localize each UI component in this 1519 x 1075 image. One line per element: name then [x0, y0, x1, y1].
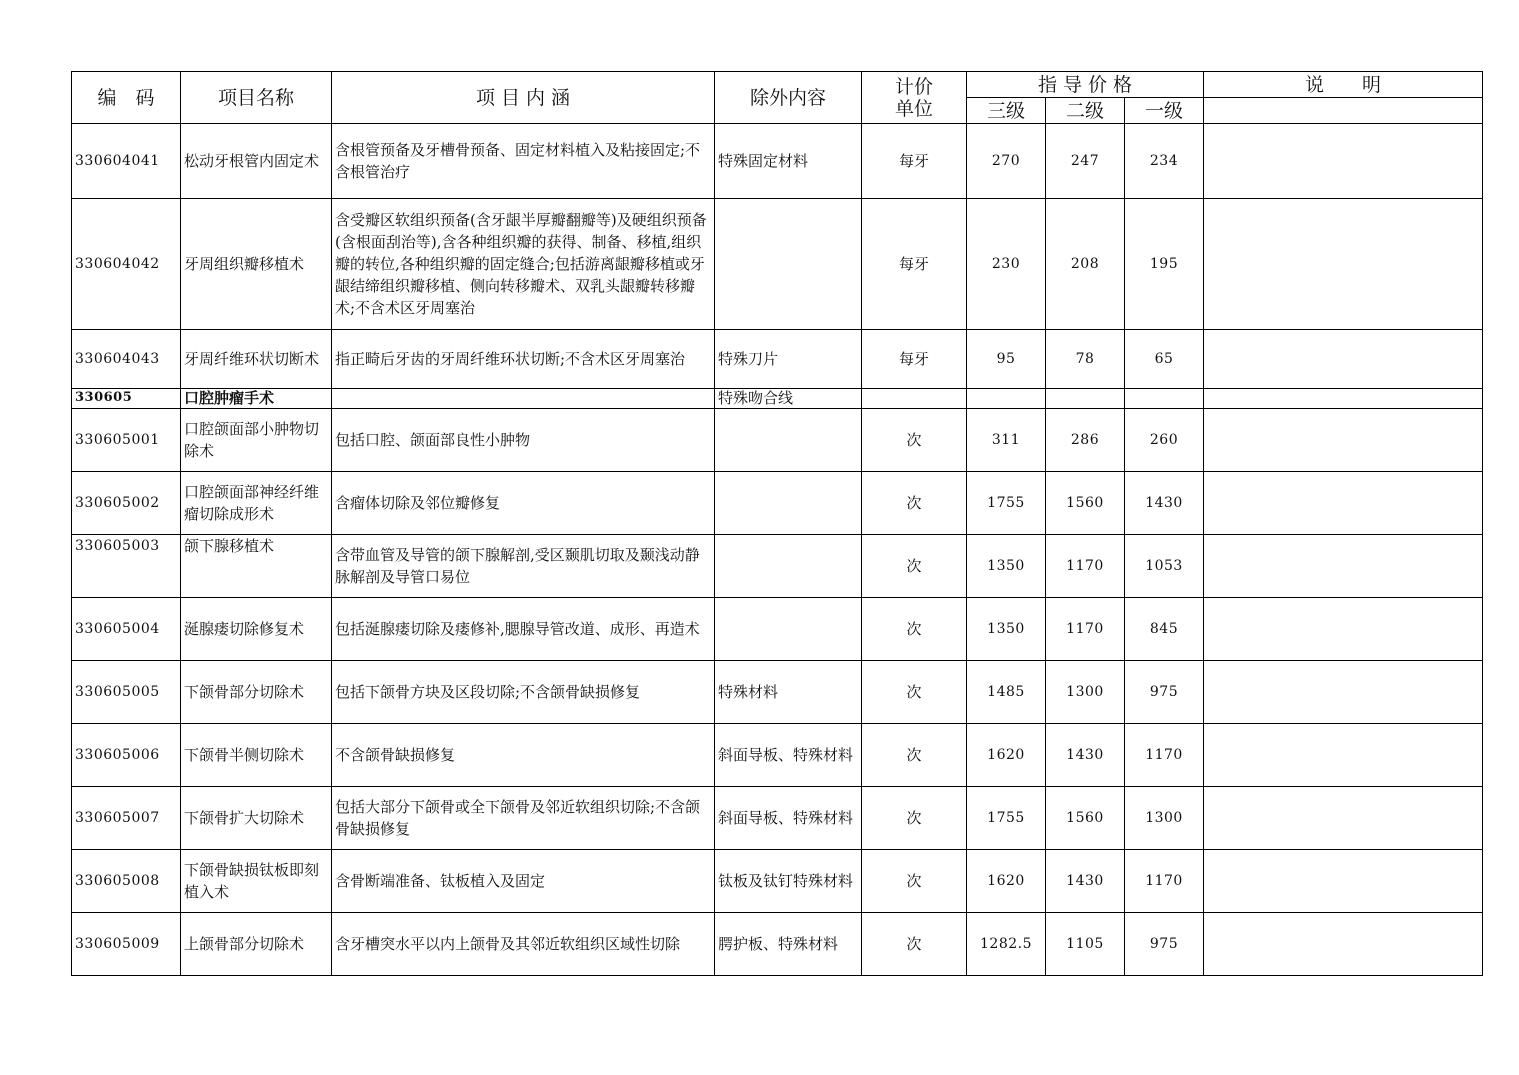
note-cell	[1204, 330, 1483, 389]
header-code: 编 码	[72, 72, 181, 124]
unit-cell: 每牙	[862, 199, 967, 330]
code-cell: 330605002	[72, 472, 181, 535]
unit-cell: 每牙	[862, 124, 967, 199]
header-note-blank	[1204, 98, 1483, 124]
exclusion-cell: 斜面导板、特殊材料	[715, 787, 862, 850]
name-cell: 松动牙根管内固定术	[181, 124, 332, 199]
price-level1-cell: 1170	[1125, 850, 1204, 913]
note-cell	[1204, 787, 1483, 850]
table-row	[72, 724, 1483, 787]
note-cell	[1204, 389, 1483, 409]
note-cell	[1204, 913, 1483, 976]
table-row	[72, 787, 1483, 850]
name-cell: 口腔颌面部神经纤维瘤切除成形术	[181, 472, 332, 535]
price-level2-cell: 286	[1046, 409, 1125, 472]
table-row	[72, 913, 1483, 976]
name-cell: 牙周组织瓣移植术	[181, 199, 332, 330]
exclusion-cell: 特殊吻合线	[715, 389, 862, 409]
price-level3-cell: 1620	[967, 724, 1046, 787]
exclusion-cell	[715, 598, 862, 661]
header-note: 说 明	[1204, 72, 1483, 98]
unit-cell: 次	[862, 850, 967, 913]
name-cell: 口腔颌面部小肿物切除术	[181, 409, 332, 472]
table-row	[72, 199, 1483, 330]
code-cell: 330605007	[72, 787, 181, 850]
note-cell	[1204, 724, 1483, 787]
price-level1-cell: 1170	[1125, 724, 1204, 787]
name-cell: 下颌骨扩大切除术	[181, 787, 332, 850]
price-level3-cell: 1755	[967, 472, 1046, 535]
price-level1-cell: 1300	[1125, 787, 1204, 850]
table-row	[72, 850, 1483, 913]
code-cell: 330604043	[72, 330, 181, 389]
header-unit: 计价单位	[862, 72, 967, 124]
content-cell: 包括下颌骨方块及区段切除;不含颌骨缺损修复	[332, 661, 715, 724]
price-level2-cell: 247	[1046, 124, 1125, 199]
code-cell: 330605	[72, 389, 181, 409]
price-level1-cell: 65	[1125, 330, 1204, 389]
content-cell: 包括大部分下颌骨或全下颌骨及邻近软组织切除;不含颌骨缺损修复	[332, 787, 715, 850]
price-level3-cell: 95	[967, 330, 1046, 389]
note-cell	[1204, 598, 1483, 661]
price-level3-cell: 311	[967, 409, 1046, 472]
section-row	[72, 389, 1483, 409]
content-cell: 含受瓣区软组织预备(含牙龈半厚瓣翻瓣等)及硬组织预备(含根面刮治等),含各种组织瓣的获得、制备、移植,组织瓣的转位,各种组织瓣的固定缝合;包括游离龈瓣移植或牙龈结缔组织瓣移植、侧向转移瓣术、双乳头龈瓣转移瓣术;不含术区牙周塞治	[332, 199, 715, 330]
table-row	[72, 330, 1483, 389]
price-level2-cell: 78	[1046, 330, 1125, 389]
price-level2-cell: 1300	[1046, 661, 1125, 724]
price-level2-cell	[1046, 389, 1125, 409]
table-row	[72, 535, 1483, 598]
name-cell: 下颌骨部分切除术	[181, 661, 332, 724]
table-row	[72, 409, 1483, 472]
content-cell: 包括口腔、颌面部良性小肿物	[332, 409, 715, 472]
price-level1-cell: 845	[1125, 598, 1204, 661]
note-cell	[1204, 472, 1483, 535]
code-cell: 330605004	[72, 598, 181, 661]
price-level1-cell	[1125, 389, 1204, 409]
content-cell: 含骨断端准备、钛板植入及固定	[332, 850, 715, 913]
exclusion-cell	[715, 535, 862, 598]
unit-cell: 次	[862, 724, 967, 787]
unit-cell: 次	[862, 913, 967, 976]
exclusion-cell: 特殊固定材料	[715, 124, 862, 199]
price-level3-cell: 1282.5	[967, 913, 1046, 976]
unit-cell: 次	[862, 409, 967, 472]
name-cell: 上颌骨部分切除术	[181, 913, 332, 976]
content-cell: 含带血管及导管的颌下腺解剖,受区颞肌切取及颞浅动静脉解剖及导管口易位	[332, 535, 715, 598]
note-cell	[1204, 661, 1483, 724]
price-level3-cell: 1755	[967, 787, 1046, 850]
exclusion-cell: 钛板及钛钉特殊材料	[715, 850, 862, 913]
unit-cell: 次	[862, 472, 967, 535]
price-level3-cell: 230	[967, 199, 1046, 330]
price-level3-cell: 1350	[967, 535, 1046, 598]
exclusion-cell	[715, 472, 862, 535]
exclusion-cell	[715, 409, 862, 472]
unit-cell: 次	[862, 535, 967, 598]
table-body	[72, 124, 1483, 976]
name-cell: 牙周纤维环状切断术	[181, 330, 332, 389]
unit-cell: 每牙	[862, 330, 967, 389]
unit-cell: 次	[862, 598, 967, 661]
exclusion-cell: 腭护板、特殊材料	[715, 913, 862, 976]
content-cell: 不含颌骨缺损修复	[332, 724, 715, 787]
header-price-group: 指 导 价 格	[967, 72, 1204, 98]
content-cell: 含牙槽突水平以内上颌骨及其邻近软组织区域性切除	[332, 913, 715, 976]
note-cell	[1204, 850, 1483, 913]
price-level1-cell: 975	[1125, 913, 1204, 976]
header-content: 项 目 内 涵	[332, 72, 715, 124]
price-level1-cell: 1430	[1125, 472, 1204, 535]
price-level1-cell: 234	[1125, 124, 1204, 199]
content-cell: 指正畸后牙齿的牙周纤维环状切断;不含术区牙周塞治	[332, 330, 715, 389]
price-level3-cell: 1620	[967, 850, 1046, 913]
price-level2-cell: 1170	[1046, 598, 1125, 661]
unit-cell: 次	[862, 787, 967, 850]
code-cell: 330605001	[72, 409, 181, 472]
table-row	[72, 598, 1483, 661]
price-level2-cell: 208	[1046, 199, 1125, 330]
price-level1-cell: 260	[1125, 409, 1204, 472]
unit-cell	[862, 389, 967, 409]
price-level3-cell: 1485	[967, 661, 1046, 724]
table-row	[72, 661, 1483, 724]
code-cell: 330605008	[72, 850, 181, 913]
code-cell: 330605005	[72, 661, 181, 724]
name-cell: 下颌骨半侧切除术	[181, 724, 332, 787]
code-cell: 330605009	[72, 913, 181, 976]
price-level2-cell: 1430	[1046, 850, 1125, 913]
price-level2-cell: 1560	[1046, 787, 1125, 850]
exclusion-cell: 特殊材料	[715, 661, 862, 724]
exclusion-cell	[715, 199, 862, 330]
content-cell: 含根管预备及牙槽骨预备、固定材料植入及粘接固定;不含根管治疗	[332, 124, 715, 199]
name-cell: 涎腺瘘切除修复术	[181, 598, 332, 661]
header-name: 项目名称	[181, 72, 332, 124]
table-row	[72, 472, 1483, 535]
code-cell: 330604042	[72, 199, 181, 330]
price-level2-cell: 1560	[1046, 472, 1125, 535]
header-level3: 三级	[967, 98, 1046, 124]
code-cell: 330605006	[72, 724, 181, 787]
code-cell: 330604041	[72, 124, 181, 199]
content-cell	[332, 389, 715, 409]
price-level1-cell: 975	[1125, 661, 1204, 724]
content-cell: 包括涎腺瘘切除及瘘修补,腮腺导管改道、成形、再造术	[332, 598, 715, 661]
name-cell: 口腔肿瘤手术	[181, 389, 332, 409]
content-cell: 含瘤体切除及邻位瓣修复	[332, 472, 715, 535]
name-cell: 颌下腺移植术	[181, 535, 332, 598]
price-level1-cell: 195	[1125, 199, 1204, 330]
header-exclusion: 除外内容	[715, 72, 862, 124]
price-level1-cell: 1053	[1125, 535, 1204, 598]
note-cell	[1204, 124, 1483, 199]
price-level2-cell: 1170	[1046, 535, 1125, 598]
name-cell: 下颌骨缺损钛板即刻植入术	[181, 850, 332, 913]
unit-cell: 次	[862, 661, 967, 724]
price-level2-cell: 1430	[1046, 724, 1125, 787]
code-cell: 330605003	[72, 535, 181, 598]
price-level3-cell	[967, 389, 1046, 409]
table-row	[72, 124, 1483, 199]
note-cell	[1204, 199, 1483, 330]
exclusion-cell: 斜面导板、特殊材料	[715, 724, 862, 787]
header-level2: 二级	[1046, 98, 1125, 124]
price-table	[71, 71, 1483, 976]
note-cell	[1204, 535, 1483, 598]
exclusion-cell: 特殊刀片	[715, 330, 862, 389]
price-level3-cell: 1350	[967, 598, 1046, 661]
price-level3-cell: 270	[967, 124, 1046, 199]
note-cell	[1204, 409, 1483, 472]
header-level1: 一级	[1125, 98, 1204, 124]
price-level2-cell: 1105	[1046, 913, 1125, 976]
